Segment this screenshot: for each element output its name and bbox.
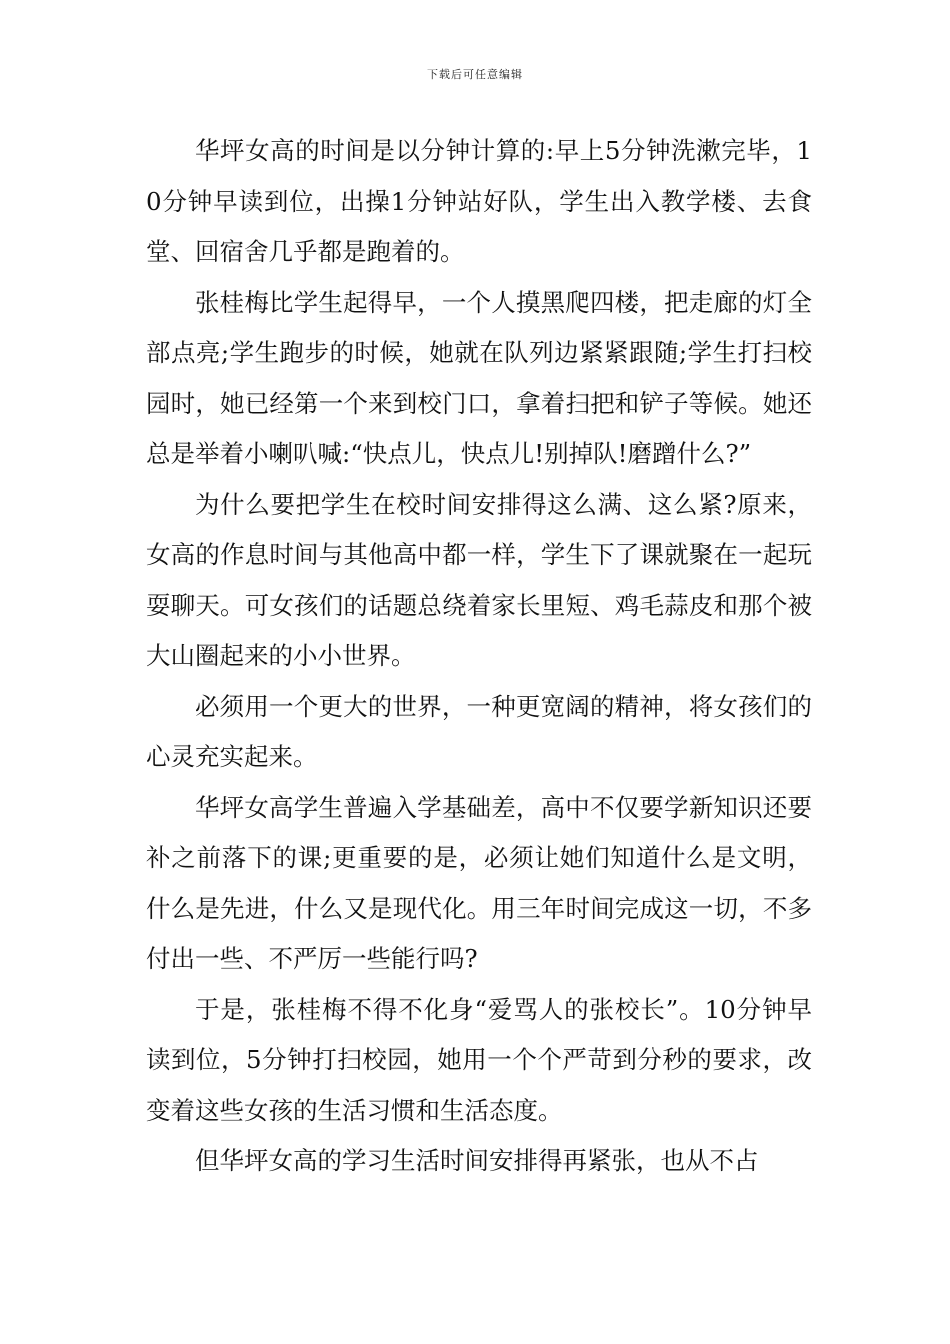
paragraph: 张桂梅比学生起得早，一个人摸黑爬四楼，把走廊的灯全部点亮;学生跑步的时候，她就在队列边紧紧跟随;学生打扫校园时，她已经第一个来到校门口，拿着扫把和铲子等候。她还总是举着小喇叭喊:“快点儿，快点儿!别掉队!磨蹭什么?”: [146, 287, 812, 468]
document-body: [146, 126, 812, 1187]
page-header: 下载后可任意编辑: [427, 68, 523, 81]
paragraph: 必须用一个更大的世界，一种更宽阔的精神，将女孩们的心灵充实起来。: [146, 691, 812, 771]
paragraph: 但华坪女高的学习生活时间安排得再紧张，也从不占: [195, 1146, 759, 1175]
paragraph: 华坪女高的时间是以分钟计算的:早上5分钟洗漱完毕，10分钟早读到位，出操1分钟站好队，学生出入教学楼、去食堂、回宿舍几乎都是跑着的。: [146, 136, 812, 266]
paragraph: 为什么要把学生在校时间安排得这么满、这么紧?原来，女高的作息时间与其他高中都一样，学生下了课就聚在一起玩耍聊天。可女孩们的话题总绕着家长里短、鸡毛蒜皮和那个被大山圈起来的小小世界。: [146, 489, 812, 670]
paragraph: 华坪女高学生普遍入学基础差，高中不仅要学新知识还要补之前落下的课;更重要的是，必须让她们知道什么是文明，什么是先进，什么又是现代化。用三年时间完成这一切，不多付出一些、不严厉一些能行吗?: [146, 792, 812, 973]
paragraph: 于是，张桂梅不得不化身“爱骂人的张校长”。10分钟早读到位，5分钟打扫校园，她用一个个严苛到分秒的要求，改变着这些女孩的生活习惯和生活态度。: [146, 994, 812, 1125]
